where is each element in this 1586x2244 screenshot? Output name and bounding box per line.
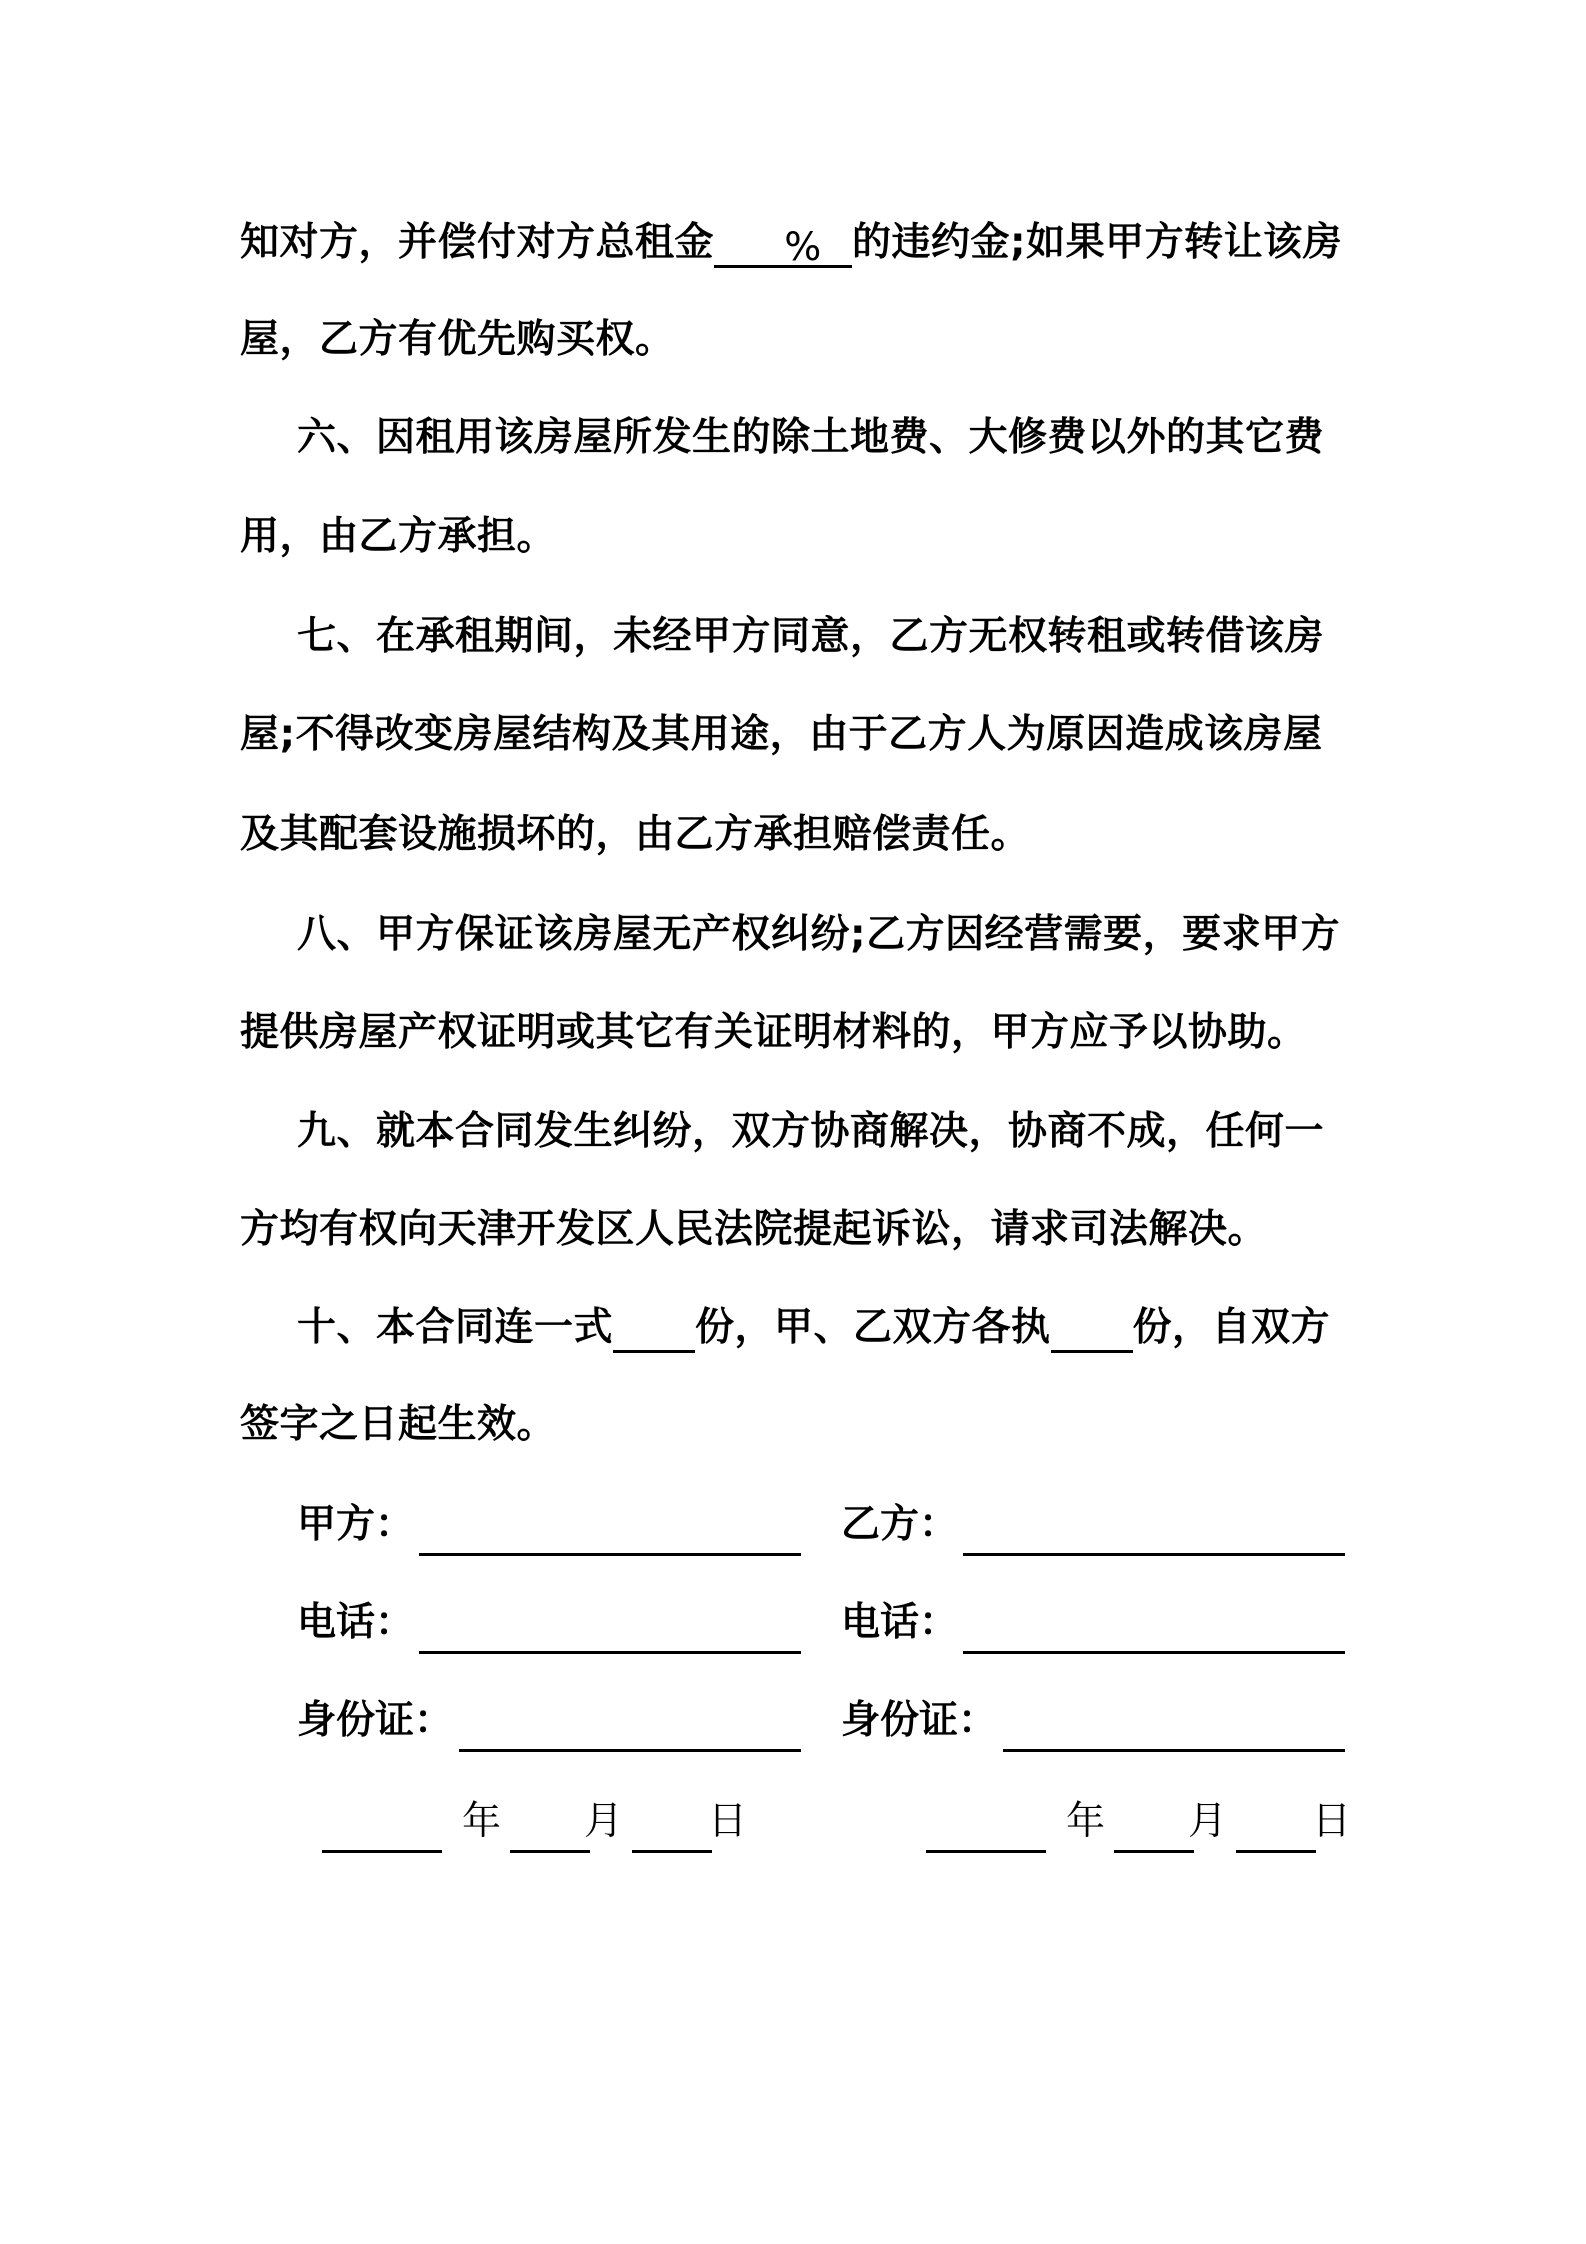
paragraph-8-line-2: 提供房屋产权证明或其它有关证明材料的，甲方应予以协助。 xyxy=(240,1010,1307,1055)
signature-row-phone xyxy=(297,1598,1352,1648)
paragraph-text: 十、本合同连一式 xyxy=(297,1305,614,1350)
month-label: 月 xyxy=(584,1799,624,1844)
party-a-year-blank[interactable] xyxy=(322,1850,442,1853)
party-a-signature-line[interactable] xyxy=(419,1553,801,1556)
party-a-phone-label: 电话： xyxy=(297,1600,415,1645)
signature-row-party xyxy=(297,1500,1352,1550)
party-a-month-blank[interactable] xyxy=(510,1850,590,1853)
party-b-month-blank[interactable] xyxy=(1114,1850,1194,1853)
party-b-phone-field xyxy=(841,1598,1352,1648)
party-b-id-line[interactable] xyxy=(1003,1749,1345,1752)
paragraph-text: 份，甲、乙双方各执 xyxy=(695,1305,1051,1350)
percent-sign: % xyxy=(784,225,822,270)
paragraph-10-line-2: 签字之日起生效。 xyxy=(240,1402,557,1447)
party-b-year-blank[interactable] xyxy=(926,1850,1046,1853)
paragraph-10-line-1 xyxy=(240,1303,1352,1353)
paragraph-9-line-2: 方均有权向天津开发区人民法院提起诉讼，请求司法解决。 xyxy=(240,1207,1268,1252)
party-a-day-blank[interactable] xyxy=(632,1850,712,1853)
paragraph-6-line-1: 六、因租用该房屋所发生的除土地费、大修费以外的其它费 xyxy=(297,415,1325,460)
party-a-id-line[interactable] xyxy=(459,1749,801,1752)
day-label: 日 xyxy=(708,1799,748,1844)
year-label: 年 xyxy=(462,1799,502,1844)
signature-row-id xyxy=(297,1696,1352,1746)
party-b-day-blank[interactable] xyxy=(1236,1850,1316,1853)
paragraph-6-line-2: 用，由乙方承担。 xyxy=(240,514,557,559)
date-row xyxy=(322,1797,1352,1847)
party-b-id-field xyxy=(841,1696,1352,1746)
paragraph-7-line-3: 及其配套设施损坏的，由乙方承担赔偿责任。 xyxy=(240,812,1031,857)
month-label: 月 xyxy=(1188,1799,1228,1844)
paragraph-text: 知对方，并偿付对方总租金 xyxy=(240,220,715,265)
paragraph-9-line-1: 九、就本合同发生纠纷，双方协商解决，协商不成，任何一 xyxy=(297,1109,1325,1154)
penalty-percent-blank[interactable] xyxy=(714,223,852,268)
party-a-phone-line[interactable] xyxy=(419,1651,801,1654)
party-b-phone-label: 电话： xyxy=(841,1600,959,1645)
paragraph-text: 份，自双方 xyxy=(1132,1305,1331,1350)
party-a-id-field xyxy=(297,1696,797,1746)
paragraph-5-line-2: 屋，乙方有优先购买权。 xyxy=(240,317,675,362)
party-b-label: 乙方： xyxy=(841,1502,959,1547)
copies-each-blank[interactable] xyxy=(1051,1308,1133,1353)
day-label: 日 xyxy=(1312,1799,1352,1844)
copies-total-blank[interactable] xyxy=(613,1308,695,1353)
party-b-field xyxy=(841,1500,1352,1550)
party-b-signature-line[interactable] xyxy=(963,1553,1345,1556)
party-a-phone-field xyxy=(297,1598,797,1648)
paragraph-text: 的违约金;如果甲方转让该房 xyxy=(852,220,1343,265)
party-a-id-label: 身份证： xyxy=(297,1698,454,1743)
paragraph-7-line-2: 屋;不得改变房屋结构及其用途，由于乙方人为原因造成该房屋 xyxy=(240,712,1323,757)
paragraph-7-line-1: 七、在承租期间，未经甲方同意，乙方无权转租或转借该房 xyxy=(297,614,1325,659)
party-b-phone-line[interactable] xyxy=(963,1651,1345,1654)
paragraph-5-line-1 xyxy=(240,218,1352,268)
party-a-label: 甲方： xyxy=(297,1502,415,1547)
party-b-id-label: 身份证： xyxy=(841,1698,998,1743)
paragraph-8-line-1: 八、甲方保证该房屋无产权纠纷;乙方因经营需要，要求甲方 xyxy=(297,912,1341,957)
year-label: 年 xyxy=(1066,1799,1106,1844)
party-a-field xyxy=(297,1500,797,1550)
